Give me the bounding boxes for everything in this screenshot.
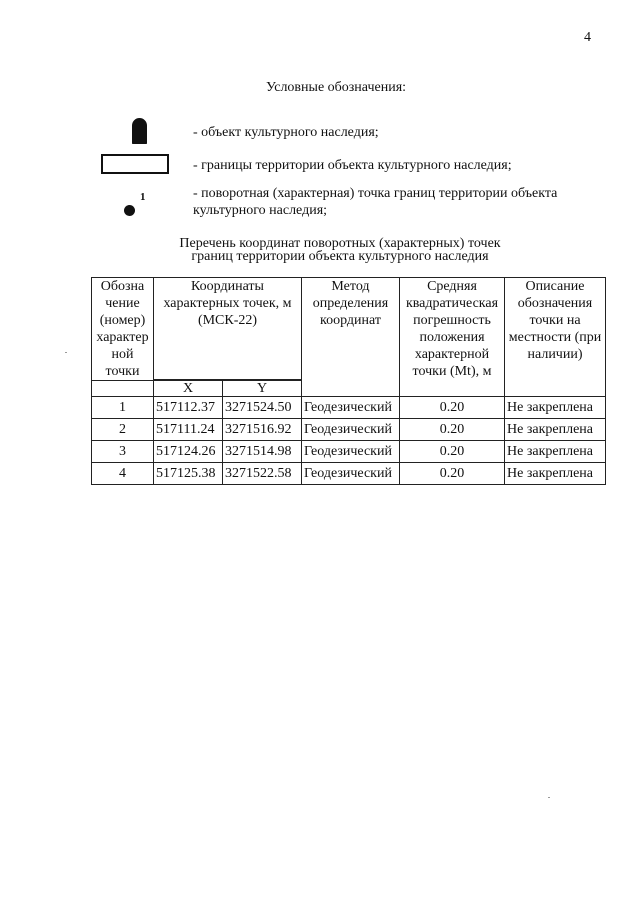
header-error: Средняя квадратическая погрешность положения характерной точки (Mt), м (400, 278, 505, 397)
header-description: Описание обозначения точки на местности (при наличии) (505, 278, 606, 397)
cell-x: 517112.37 (154, 397, 223, 419)
table-header-row (92, 278, 606, 380)
cell-x: 517125.38 (154, 463, 223, 485)
header-method: Метод определения координат (302, 278, 400, 397)
cell-description: Не закреплена (505, 419, 606, 441)
cell-error: 0.20 (400, 441, 505, 463)
point-marker-icon (124, 205, 135, 216)
cell-description: Не закреплена (505, 441, 606, 463)
cell-num: 4 (92, 463, 154, 485)
border-rect-icon (101, 154, 169, 174)
legend-text-point: - поворотная (характерная) точка границ территории объекта культурного наследия; (193, 186, 558, 218)
header-number: Обозна чение (номер) характер ной точки (92, 278, 154, 381)
point-marker-number: 1 (140, 191, 146, 203)
cell-method: Геодезический (302, 463, 400, 485)
scan-speck (65, 352, 67, 353)
cell-description: Не закреплена (505, 397, 606, 419)
list-title-line1: Перечень координат поворотных (характерных) точек (179, 236, 501, 251)
header-y: Y (223, 381, 302, 397)
cell-method: Геодезический (302, 419, 400, 441)
cell-description: Не закреплена (505, 463, 606, 485)
cell-y: 3271514.98 (223, 441, 302, 463)
header-empty (92, 381, 154, 397)
cell-x: 517111.24 (154, 419, 223, 441)
cell-num: 3 (92, 441, 154, 463)
legend-text-border: - границы территории объекта культурного наследия; (193, 158, 512, 173)
table-row (92, 419, 606, 441)
cell-error: 0.20 (400, 419, 505, 441)
list-title-line2: границ территории объекта культурного наследия (191, 249, 489, 264)
cell-y: 3271524.50 (223, 397, 302, 419)
legend-text-monument: - объект культурного наследия; (193, 125, 379, 140)
cell-error: 0.20 (400, 463, 505, 485)
table-row (92, 441, 606, 463)
cell-num: 1 (92, 397, 154, 419)
cell-y: 3271522.58 (223, 463, 302, 485)
header-x: X (154, 381, 223, 397)
cell-num: 2 (92, 419, 154, 441)
cell-method: Геодезический (302, 441, 400, 463)
cell-x: 517124.26 (154, 441, 223, 463)
legend-title: Условные обозначения: (266, 80, 407, 95)
table-row (92, 397, 606, 419)
page-number: 4 (584, 30, 591, 45)
cell-error: 0.20 (400, 397, 505, 419)
cell-method: Геодезический (302, 397, 400, 419)
monument-icon (132, 118, 147, 144)
coordinates-table (91, 277, 606, 485)
table-row (92, 463, 606, 485)
header-coords: Координаты характерных точек, м (МСК-22) (154, 278, 302, 380)
scan-speck (548, 797, 550, 798)
cell-y: 3271516.92 (223, 419, 302, 441)
